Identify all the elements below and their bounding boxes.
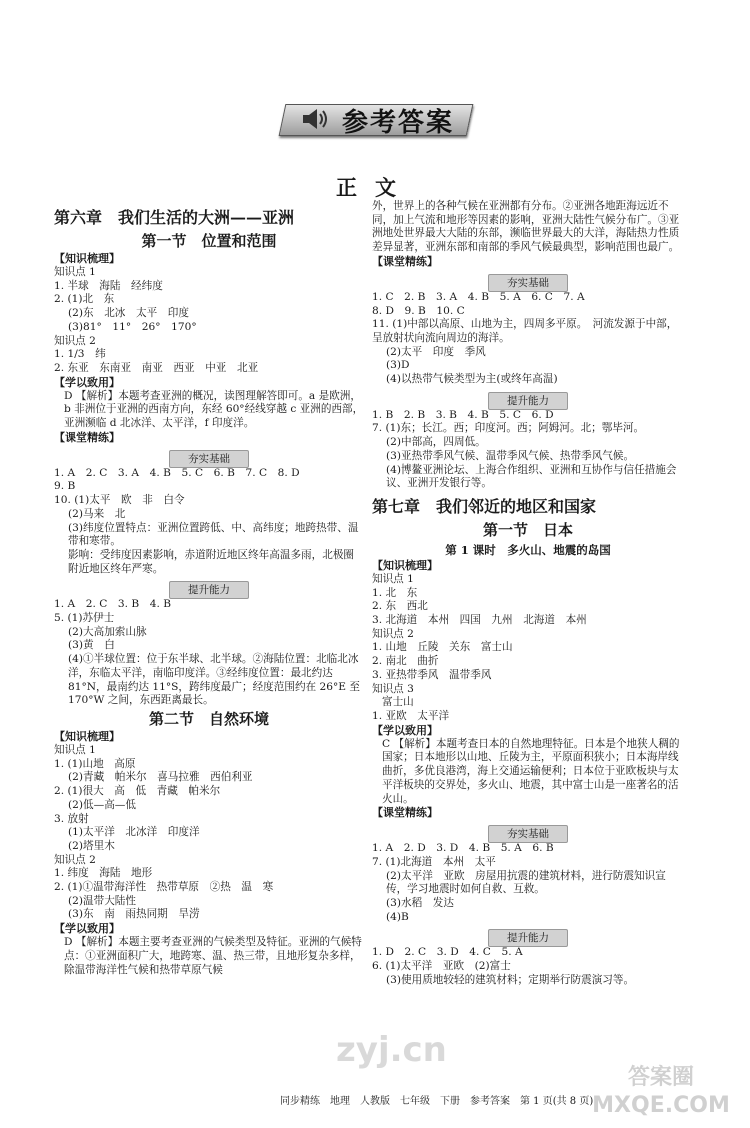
subhead: 【知识梳理】 [54,252,120,265]
watermark-mxqe-logo [586,1060,736,1118]
explanation: D 【解析】本题考查亚洲的概况，读图理解答即可。a 是欧洲，b 非洲位于亚洲的西南方向，东经 60°经线穿越 c 亚洲的西部，亚洲濒临 d 北冰洋、太平洋，f 印度洋。 [64,389,364,430]
answer-line: (2)低—高—低 [68,798,136,811]
chapter-heading: 第六章 我们生活的大洲——亚洲 [54,208,295,227]
answer-line: 1. D 2. C 3. D 4. C 5. A [372,946,523,959]
answer-line: 1. (1)山地 高原 [54,757,136,770]
subhead: 【学以致用】 [372,723,438,737]
answer-line: 1. A 2. C 3. B 4. B [54,598,172,611]
answer-line: (2)太平 印度 季风 [386,345,486,358]
watermark-zyj: zyj.cn [336,1030,447,1070]
answer-line: (3)水稻 发达 [386,897,454,910]
answer-line: (3)东 南 雨热同期 旱涝 [68,908,200,921]
pill-label: 夯实基础 [169,450,249,468]
lesson-heading: 第 1 课时 多火山、地震的岛国 [445,542,611,557]
answer-line: 1. 纬度 海陆 地形 [54,867,153,880]
section-title: 正文 [336,175,414,200]
answer-line: (2)温带大陆性 [68,894,136,907]
answer-line: (2)青藏 帕米尔 喜马拉雅 西伯利亚 [68,771,253,784]
answer-line: (3)黄 白 [68,639,115,652]
answer-line: 11. (1)中部以高原、山地为主，四周多平原。 河流发源于中部，呈放射状向流向周边的海洋。 [372,318,678,344]
answer-line: (4)博鳌亚洲论坛、上海合作组织、亚洲和互协作与信任措施会议、亚洲开发银行等。 [386,463,677,490]
pill-label: 提升能力 [488,392,568,410]
answer-line: (4)B [386,910,409,923]
answer-line: 10. (1)太平 欧 非 白令 [54,494,185,507]
pill-label: 提升能力 [488,929,568,947]
subhead: 【课堂精练】 [372,254,438,268]
answer-line: 1. B 2. B 3. B 4. B 5. C 6. D [372,408,554,421]
answer-line: 7. (1)北海道 本州 太平 [372,855,496,868]
answer-line: 2. (1)①温带海洋性 热带草原 ②热 温 寒 [54,881,274,894]
answer-line: (3)使用质地较轻的建筑材料；定期举行防震演习等。 [386,973,635,986]
pill-label: 夯实基础 [488,274,568,292]
knowledge-point: 知识点 1 [54,266,96,278]
answer-line: (4)①半球位置：位于东半球、北半球。②海陆位置：北临北冰洋，东临太平洋，南临印度洋。③经纬度位置：最北约达 81°N，最南约达 11°S，跨纬度最广；经度范围约在 26°E 至 170°W 之间，东西距离最长。 [68,653,360,707]
left-column [54,206,364,977]
answer-line: (3)亚热带季风气候、温带季风气候、热带季风气候。 [386,449,635,462]
section-heading: 第一节 日本 [482,520,573,539]
chapter-heading: 第七章 我们邻近的地区和国家 [372,496,597,516]
subhead: 【课堂精练】 [54,430,120,444]
answer-line: 3. 放射 [54,812,89,825]
answer-line: 1. 山地 丘陵 关东 富士山 [372,641,513,654]
answer-line: (2)马来 北 [68,507,126,520]
answer-line: 2. 东亚 东南亚 南亚 西亚 中亚 北亚 [54,361,259,374]
knowledge-point: 知识点 1 [372,572,414,585]
answer-line: (3)纬度位置特点：亚洲位置跨低、中、高纬度；地跨热带、温带和寒带。 [68,521,359,548]
answer-line: 2. 南北 曲折 [372,655,439,668]
pill-label: 提升能力 [169,581,249,599]
answer-line: 6. (1)太平洋 亚欧 (2)富士 [372,960,511,973]
explanation: D 【解析】本题主要考查亚洲的气候类型及特征。亚洲的气候特点：①亚洲面积广大，地跨寒、温、热三带，且地形复杂多样，除温带海洋性气候和热带草原气候 [64,936,362,976]
answer-line: 1. C 2. B 3. A 4. B 5. A 6. C 7. A [372,290,585,303]
page-title: 参考答案 [342,108,455,138]
answer-line: 1. 亚欧 太平洋 [372,709,450,722]
answer-line: 富士山 [382,696,414,709]
answer-line: 1. 1/3 纬 [54,348,106,361]
watermark-text-top: 答案圈 [627,1065,695,1090]
answer-line: 9. B [54,480,76,493]
subhead: 【学以致用】 [54,922,120,936]
pill-label: 夯实基础 [488,825,568,843]
right-column [372,200,684,988]
answer-line: 1. 半球 海陆 经纬度 [54,279,163,292]
answer-line: 2. (1)很大 高 低 青藏 帕米尔 [54,785,221,798]
answer-line: (3)D [386,359,410,372]
answer-line: 3. 北海道 本州 四国 九州 北海道 本州 [372,614,587,627]
subhead: 【知识梳理】 [372,558,438,572]
header-banner [282,98,468,140]
section-heading: 第一节 位置和范围 [141,232,277,250]
knowledge-point: 知识点 3 [372,682,414,695]
answer-line: 7. (1)东；长江。西；印度河。西；阿姆河。北；鄂毕河。 [372,422,645,435]
answer-line: (4)以热带气候类型为主(或终年高温) [386,373,558,386]
answer-line: (3)81° 11° 26° 170° [68,320,197,333]
knowledge-point: 知识点 2 [54,334,96,347]
subhead: 【学以致用】 [54,375,120,389]
knowledge-point: 知识点 2 [372,627,414,640]
knowledge-point: 知识点 1 [54,743,96,756]
knowledge-point: 知识点 2 [54,853,96,866]
answer-line: (2)太平洋 亚欧 房屋用抗震的建筑材料，进行防震知识宣传，学习地震时如何自救、互救。 [386,869,666,896]
section-heading: 第二节 自然环境 [148,709,269,728]
loudspeaker-icon [300,106,330,132]
answer-line: (2)东 北冰 太平 印度 [68,307,189,320]
answer-line: 5. (1)苏伊士 [54,612,115,625]
answer-line: 3. 亚热带季风 温带季风 [372,668,492,681]
answer-line: (1)太平洋 北冰洋 印度洋 [68,826,200,839]
answer-line: (2)中部高，四周低。 [386,436,486,449]
answer-line: 影响：受纬度因素影响，赤道附近地区终年高温多雨，北极圈附近地区终年严寒。 [68,548,355,575]
watermark-text-bottom: MXQE.COM [592,1093,730,1118]
subhead: 【课堂精练】 [372,806,438,820]
explanation: 外，世界上的各种气候在亚洲都有分布。②亚洲各地距海远近不同，加上气流和地形等因素的影响，亚洲大陆性气候分布广。③亚洲地处世界最大大陆的东部，濒临世界最大的大洋，海陆热力性质差异显著，亚洲东部和南部的季风气候最典型，影响范围也最广。 [372,200,680,254]
answer-line: 1. A 2. D 3. D 4. B 5. A 6. B [372,842,554,855]
subhead: 【知识梳理】 [54,729,120,743]
page-footer: 同步精练 地理 人教版 七年级 下册 参考答案 第 1 页(共 8 页) [280,1096,594,1107]
answer-line: 2. (1)北 东 [54,293,115,306]
answer-line: 2. 东 西北 [372,600,428,613]
explanation: C 【解析】本题考查日本的自然地理特征。日本是个地狭人稠的国家；日本地形以山地、丘陵为主，平原面积狭小；日本海岸线曲折，多优良港湾，海上交通运输便利；日本位于亚欧板块与太平洋板块的交界处，多火山、地震，其中富士山是一座著名的活火山。 [382,737,680,805]
answer-line: 1. A 2. C 3. A 4. B 5. C 6. B 7. C 8. D [54,466,300,479]
answer-line: 1. 北 东 [372,586,418,599]
answer-line: (2)大高加索山脉 [68,625,147,638]
answer-line: (2)塔里木 [68,839,115,852]
answer-line: 8. D 9. B 10. C [372,304,465,317]
